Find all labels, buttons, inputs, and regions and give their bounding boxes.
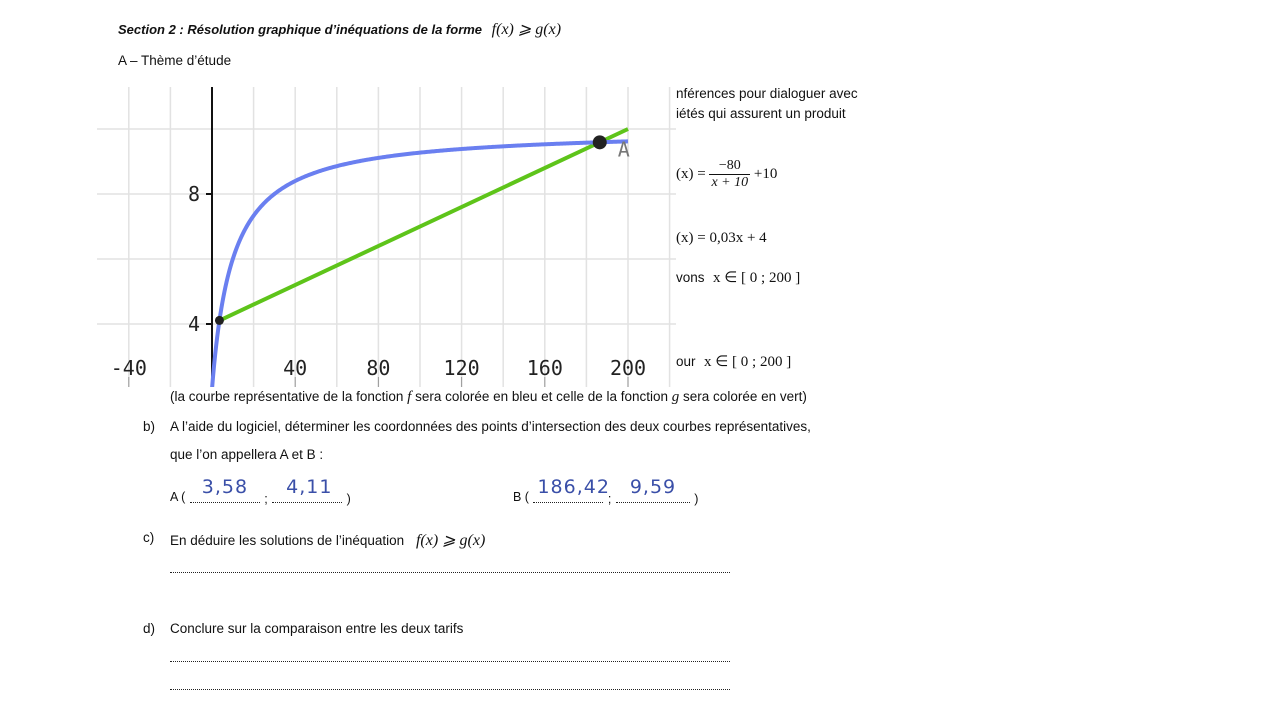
answer-point-A	[170, 478, 351, 508]
domain-line-1-math: x ∈ [ 0 ; 200 ]	[712, 270, 801, 286]
point-B-separator: ;	[607, 492, 612, 506]
question-d-letter: d)	[143, 621, 156, 636]
f-fraction	[709, 158, 750, 191]
domain-line-1	[676, 268, 800, 287]
question-b-line-1: A l’aide du logiciel, déterminer les coordonnées des points d’intersection des deux courbes représentatives,	[170, 419, 811, 434]
answer-point-B	[513, 478, 698, 508]
answer-line-c[interactable]	[170, 572, 730, 575]
f-numerator: −80	[709, 158, 750, 175]
y-tick-label: 8	[187, 182, 200, 206]
question-c-math: f(x) ⩾ g(x)	[415, 532, 486, 549]
intersection-point-1	[215, 316, 224, 325]
y-tick-label: 4	[187, 312, 200, 336]
x-tick-label: 120	[443, 356, 480, 380]
domain-line-1-text: vons	[676, 270, 705, 285]
function-graph	[97, 87, 676, 387]
section-title-math: f(x) ⩾ g(x)	[491, 21, 562, 38]
f-plus-term: +10	[753, 165, 778, 182]
f-definition	[676, 158, 777, 191]
caption-f: f	[407, 389, 412, 405]
point-B-x-field[interactable]	[533, 476, 610, 503]
caption-g: g	[671, 389, 680, 405]
point-B-y-value: 9,59	[629, 476, 677, 498]
domain-line-2-math: x ∈ [ 0 ; 200 ]	[703, 354, 792, 370]
point-A-separator: ;	[264, 492, 268, 506]
graph-caption	[170, 389, 807, 406]
question-c-label: En déduire les solutions de l’inéquation	[170, 533, 405, 548]
caption-prefix: (la courbe représentative de la fonction	[170, 389, 404, 404]
x-tick-label: 200	[609, 356, 647, 380]
caption-suffix: sera colorée en vert)	[683, 389, 807, 404]
point-A-x-value: 3,58	[201, 476, 249, 498]
point-A-label: A (	[170, 490, 186, 504]
x-tick-label: -40	[110, 356, 147, 380]
theme-heading: A – Thème d’étude	[118, 53, 232, 68]
intersection-point-A	[593, 135, 607, 149]
point-B-x-value: 186,42	[537, 476, 610, 498]
question-d-text: Conclure sur la comparaison entre les deux tarifs	[170, 621, 464, 636]
point-A-y-field[interactable]	[272, 478, 342, 503]
question-b-letter: b)	[143, 419, 156, 434]
graph-background	[97, 87, 676, 387]
question-c-letter: c)	[143, 530, 155, 545]
domain-line-2	[676, 352, 791, 371]
point-B-close: )	[694, 492, 699, 506]
section-title	[118, 19, 561, 39]
partial-text-line-1: nférences pour dialoguer avec	[676, 86, 858, 101]
question-b-line-2: que l’on appellera A et B :	[170, 447, 324, 462]
x-tick-label: 80	[366, 356, 391, 380]
g-definition: (x) = 0,03x + 4	[676, 230, 767, 246]
partial-text-line-2: iétés qui assurent un produit	[676, 106, 846, 121]
f-denominator: x + 10	[711, 175, 749, 190]
answer-line-d-2[interactable]	[170, 689, 730, 692]
question-c-text	[170, 530, 485, 550]
x-tick-label: 160	[526, 356, 563, 380]
point-B-label: B (	[513, 490, 529, 504]
point-A-label-graph: A	[617, 137, 630, 162]
domain-line-2-text: our	[676, 354, 696, 369]
point-A-x-field[interactable]	[190, 478, 260, 503]
x-tick-label: 40	[283, 356, 308, 380]
f-definition-left: (x) =	[676, 165, 706, 182]
point-B-y-field[interactable]	[616, 478, 690, 503]
point-A-y-value: 4,11	[286, 476, 333, 498]
answer-line-d-1[interactable]	[170, 661, 730, 664]
point-A-close: )	[346, 492, 351, 506]
section-title-text: Section 2 : Résolution graphique d’inéquations de la forme	[118, 22, 483, 37]
caption-middle: sera colorée en bleu et celle de la fonction	[415, 389, 669, 404]
